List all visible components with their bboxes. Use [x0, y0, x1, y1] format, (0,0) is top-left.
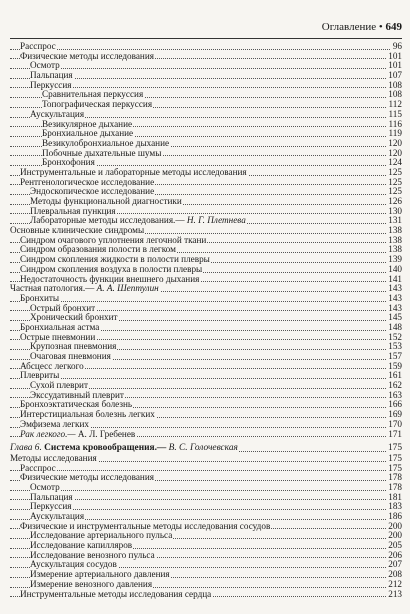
- entry-text: Плевриты: [20, 370, 60, 381]
- entry-text: Рак легкого.—: [20, 428, 76, 439]
- chapter-author: В. С. Голочевская: [168, 443, 238, 454]
- entry-text: Синдром очагового уплотнения легочной ткани: [20, 234, 207, 245]
- entry-text: Экссудативный плеврит: [30, 389, 124, 400]
- toc-entry[interactable]: [10, 430, 402, 440]
- entry-text: Измерение венозного давления: [30, 578, 153, 589]
- entry-text: Бронхоэктатическая болезнь: [20, 399, 133, 410]
- entry-text: Инструментальные и лабораторные методы исследования: [20, 166, 247, 177]
- toc-entry-page: 159: [388, 360, 402, 371]
- toc-entry[interactable]: [10, 362, 402, 372]
- dot-leader: [10, 490, 402, 491]
- dot-leader: [10, 301, 402, 302]
- entry-text: Осмотр: [30, 60, 60, 71]
- toc-entry-page: 131: [388, 215, 402, 226]
- entry-text: Перкуссия: [30, 501, 72, 512]
- toc-entry-page: 148: [388, 321, 402, 332]
- toc-entry-page: 183: [388, 501, 402, 512]
- toc-entry-page: 143: [388, 302, 402, 313]
- toc-entry-page: 138: [388, 225, 402, 236]
- toc-entry-page: 163: [388, 389, 402, 400]
- toc-entry-page: 152: [388, 331, 402, 342]
- dot-leader: [10, 68, 402, 69]
- header-title: Оглавление: [321, 21, 377, 33]
- toc-entry-page: 120: [388, 137, 402, 148]
- toc-entry-page: 207: [388, 559, 402, 570]
- toc-entry-page: 162: [388, 380, 402, 391]
- toc-entry-page: 96: [392, 41, 402, 51]
- toc-entry[interactable]: [10, 284, 402, 294]
- toc-entry-page: 125: [388, 166, 402, 177]
- toc-entry-page: 139: [388, 254, 402, 265]
- entry-text: Абсцесс легкого: [20, 360, 84, 371]
- entry-text: Везикулобронхиальное дыхание: [42, 137, 170, 148]
- entry-text: Бронхофония: [42, 157, 95, 168]
- entry-text: Побочные дыхательные шумы: [42, 147, 162, 158]
- chapter-label: Глава 6.: [10, 443, 42, 454]
- chapter-title: Система кровообращения.—: [44, 443, 167, 454]
- entry-text: Сравнительная перкуссия: [42, 89, 144, 100]
- toc-entry-page: 138: [388, 234, 402, 245]
- toc-entry-page: 175: [388, 462, 402, 473]
- toc-entry-page: 143: [388, 292, 402, 303]
- entry-text: Синдром образования полости в легком: [20, 244, 176, 255]
- toc-entry-page: 213: [388, 588, 402, 599]
- entry-text: Методы исследования: [10, 452, 97, 463]
- entry-text: Частная патология.—: [10, 283, 95, 294]
- entry-text: Расспрос: [20, 462, 56, 473]
- toc-entry-page: 115: [388, 108, 402, 119]
- entry-text: Аускультация сосудов: [30, 559, 117, 570]
- entry-text: Методы функциональной диагностики: [30, 196, 182, 206]
- toc-entry-page: 120: [388, 147, 402, 158]
- toc-entry-page: 181: [388, 491, 402, 502]
- toc-entry-page: 124: [388, 157, 402, 168]
- header-page-number: 649: [385, 21, 402, 33]
- dot-leader: [10, 378, 402, 379]
- dot-leader: [10, 49, 402, 50]
- entry-text: Интерстициальная болезнь легких: [20, 409, 155, 420]
- entry-text: Физические методы исследования: [20, 50, 154, 61]
- entry-author: Н. Г. Плетнева: [186, 215, 246, 226]
- toc-entry-page: 166: [388, 399, 402, 410]
- dot-leader: [10, 470, 402, 471]
- toc-entry-page: 125: [388, 176, 402, 187]
- entry-text: Расспрос: [20, 41, 56, 51]
- entry-text: Перкуссия: [30, 79, 72, 90]
- toc-entry-page: 200: [388, 520, 402, 531]
- toc-entry-page: 101: [388, 60, 402, 71]
- toc-entry-page: 143: [388, 283, 402, 294]
- entry-author: А. Л. Гребенев: [77, 428, 136, 439]
- entry-text: Острый бронхит: [30, 302, 96, 313]
- toc-entry-page: 130: [388, 205, 402, 216]
- entry-text: Физические методы исследования: [20, 472, 154, 483]
- toc-entry-page: 178: [388, 472, 402, 483]
- entry-text: Исследование артериального пульса: [30, 530, 173, 541]
- chapter-page: 175: [387, 443, 402, 454]
- toc-entry-page: 157: [388, 351, 402, 361]
- header-bullet: •: [378, 21, 383, 33]
- entry-author: А. А. Шептулин: [96, 283, 159, 294]
- toc-entry-page: 161: [388, 370, 402, 381]
- toc-entry[interactable]: [10, 454, 402, 464]
- entry-text: Исследование капилляров: [30, 540, 133, 551]
- entry-text: Недостаточность функции внешнего дыхания: [20, 273, 200, 284]
- toc-entry-page: 108: [388, 89, 402, 100]
- toc-entry-page: 138: [388, 244, 402, 255]
- entry-text: Бронхиты: [20, 292, 60, 303]
- entry-text: Лабораторные методы исследования.—: [30, 215, 185, 226]
- entry-text: Острые пневмонии: [20, 331, 96, 342]
- entry-text: Осмотр: [30, 481, 60, 492]
- toc-list: [10, 42, 402, 599]
- entry-text: Бронхиальное дыхание: [42, 128, 134, 139]
- toc-entry-page: 141: [388, 273, 402, 284]
- entry-text: Везикулярное дыхание: [42, 118, 133, 129]
- toc-entry-page: 145: [388, 312, 402, 323]
- toc-entry-page: 178: [388, 481, 402, 492]
- entry-text: Синдром скопления воздуха в полости плевры: [20, 263, 203, 274]
- toc-entry-page: 208: [388, 569, 402, 580]
- entry-text: Бронхиальная астма: [20, 321, 100, 332]
- toc-group-respiratory: [10, 42, 402, 439]
- entry-text: Крупозная пневмония: [30, 341, 117, 352]
- entry-text: Основные клинические синдромы: [10, 225, 145, 236]
- toc-entry-title: [20, 430, 136, 440]
- toc-entry-page: 125: [388, 186, 402, 197]
- toc-entry[interactable]: [10, 52, 402, 62]
- entry-text: Пальпация: [30, 491, 73, 502]
- toc-entry[interactable]: [10, 473, 402, 483]
- entry-text: Эмфизема легких: [20, 418, 89, 429]
- toc-entry[interactable]: [10, 590, 402, 600]
- toc-entry-page: 186: [388, 511, 402, 521]
- entry-text: Сухой плеврит: [30, 380, 88, 391]
- entry-text: Аускультация: [30, 511, 85, 521]
- toc-entry-title: [20, 590, 212, 600]
- toc-entry-page: 108: [388, 79, 402, 90]
- toc-entry-page: 169: [388, 409, 402, 420]
- entry-text: Рентгенологическое исследование: [20, 176, 155, 187]
- toc-entry-page: 140: [388, 263, 402, 274]
- toc-entry-page: 212: [388, 578, 402, 589]
- entry-text: Пальпация: [30, 70, 73, 81]
- entry-text: Хронический бронхит: [30, 312, 118, 323]
- toc-entry-page: 153: [388, 341, 402, 352]
- toc-entry-page: 112: [388, 99, 402, 110]
- toc-entry-page: 205: [388, 540, 402, 551]
- header-rule: [10, 38, 402, 39]
- entry-text: Инструментальные методы исследования сердца: [20, 588, 212, 599]
- toc-group-circulatory: [10, 454, 402, 599]
- entry-text: Исследование венозного пульса: [30, 549, 155, 560]
- toc-entry-page: 101: [388, 50, 402, 61]
- toc-entry-page: 119: [388, 128, 402, 139]
- entry-text: Аускультация: [30, 108, 85, 119]
- toc-entry-page: 171: [388, 428, 402, 439]
- entry-text: Плевральная пункция: [30, 205, 116, 216]
- entry-text: Очаговая пневмония: [30, 351, 111, 361]
- toc-entry-page: 206: [388, 549, 402, 560]
- entry-text: Эндоскопическое исследование: [30, 186, 155, 197]
- toc-entry-page: 200: [388, 530, 402, 541]
- entry-text: Физические и инструментальные методы исследования сосудов: [20, 520, 271, 531]
- entry-text: Измерение артериального давления: [30, 569, 170, 580]
- toc-entry-page: 170: [388, 418, 402, 429]
- entry-text: Синдром скопления жидкости в полости плевры: [20, 254, 210, 265]
- toc-entry-page: 116: [388, 118, 402, 129]
- toc-entry-page: 126: [388, 196, 402, 206]
- page-header: [10, 20, 402, 34]
- toc-entry-page: 107: [388, 70, 402, 81]
- toc-entry-page: 175: [388, 452, 402, 463]
- entry-text: Топографическая перкуссия: [42, 99, 153, 110]
